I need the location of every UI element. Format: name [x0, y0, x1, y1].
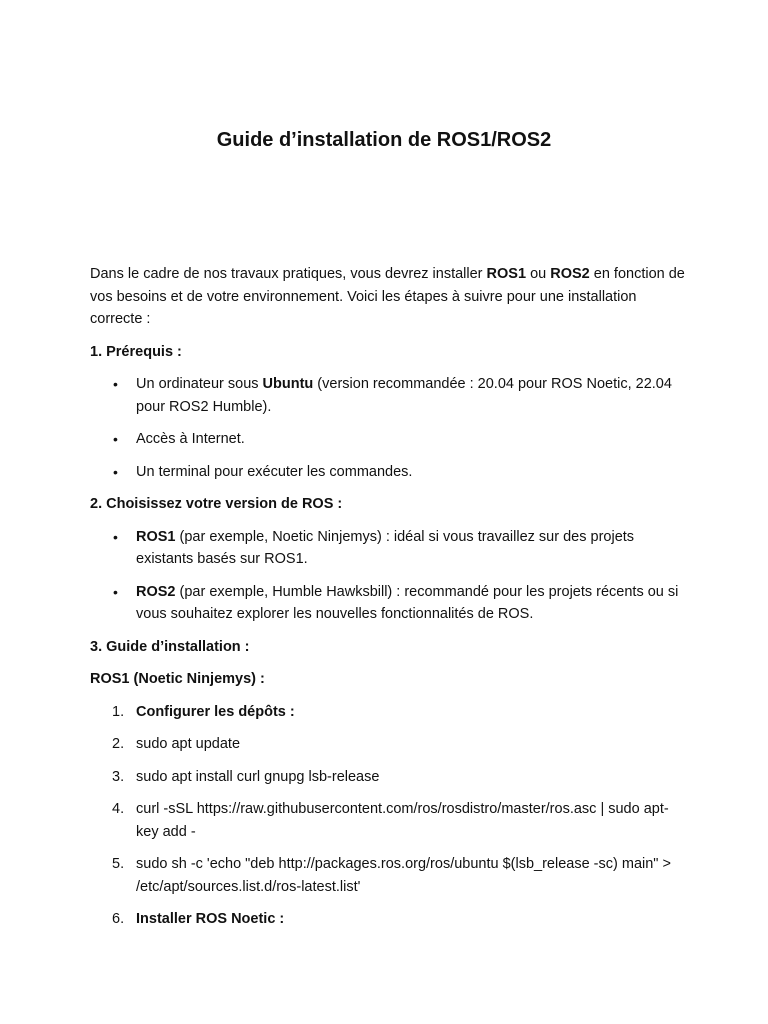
intro-ros2: ROS2 — [550, 266, 590, 282]
item-text: (par exemple, Noetic Ninjemys) : idéal si vous travaillez sur des projets existants basés sur ROS1. — [136, 528, 635, 567]
intro-text-3: en fonction de vos besoins et de votre environnement. Voici les étapes à suivre pour une installation correcte : — [90, 266, 685, 327]
item-text: (par exemple, Humble Hawksbill) : recommandé pour les projets récents ou si vous souhaitez explorer les nouvelles fonctionnalités de ROS. — [136, 583, 679, 622]
version-list — [90, 526, 690, 626]
step-text: Configurer les dépôts : — [136, 703, 295, 720]
step-number: 4. — [112, 801, 125, 817]
document-title: Guide d’installation de ROS1/ROS2 — [216, 129, 552, 151]
install-steps-list — [90, 701, 690, 931]
intro-text-1: Dans le cadre de nos travaux pratiques, vous devrez installer — [90, 266, 487, 282]
intro-text-2: ou — [526, 266, 551, 282]
prerequisites-list — [90, 373, 690, 483]
item-text: (version recommandée : 20.04 pour ROS Noetic, 22.04 pour ROS2 Humble). — [136, 376, 672, 415]
step-item — [90, 798, 690, 843]
step-item — [90, 766, 690, 789]
item-text: Accès à Internet. — [136, 431, 245, 447]
list-item — [90, 428, 690, 451]
step-item — [90, 701, 690, 724]
step-item — [90, 908, 690, 931]
step-text: curl -sSL https://raw.githubusercontent.com/ros/rosdistro/master/ros.asc | sudo apt-key add - — [136, 801, 669, 840]
step-number: 5. — [112, 856, 125, 872]
step-number: 2. — [112, 736, 125, 752]
item-bold: Ubuntu — [262, 376, 314, 392]
ros1-subheading: ROS1 (Noetic Ninjemys) : — [90, 671, 265, 687]
version-heading: 2. Choisissez votre version de ROS : — [90, 496, 343, 512]
item-bold: ROS2 — [136, 583, 176, 600]
step-text: sudo sh -c 'echo "deb http://packages.ros.org/ros/ubuntu $(lsb_release -sc) main" > /etc/apt/sources.list.d/ros-latest.list' — [136, 856, 671, 895]
item-bold: ROS1 — [136, 528, 176, 545]
step-item — [90, 733, 690, 756]
list-item — [90, 461, 690, 484]
prerequisites-heading: 1. Prérequis : — [90, 343, 182, 360]
step-text: sudo apt install curl gnupg lsb-release — [136, 768, 380, 785]
step-number: 6. — [112, 911, 125, 927]
document-body — [90, 263, 690, 941]
step-text: Installer ROS Noetic : — [136, 911, 285, 927]
intro-ros1: ROS1 — [486, 266, 527, 282]
list-item — [90, 526, 690, 571]
intro-paragraph — [90, 263, 690, 331]
list-item — [90, 373, 690, 418]
list-item — [90, 581, 690, 626]
install-guide-heading: 3. Guide d’installation : — [90, 638, 250, 655]
step-number: 1. — [112, 703, 125, 720]
item-text: Un ordinateur sous — [136, 376, 263, 392]
item-text: Un terminal pour exécuter les commandes. — [136, 463, 413, 480]
step-number: 3. — [112, 768, 125, 785]
step-item — [90, 853, 690, 898]
step-text: sudo apt update — [136, 736, 241, 752]
